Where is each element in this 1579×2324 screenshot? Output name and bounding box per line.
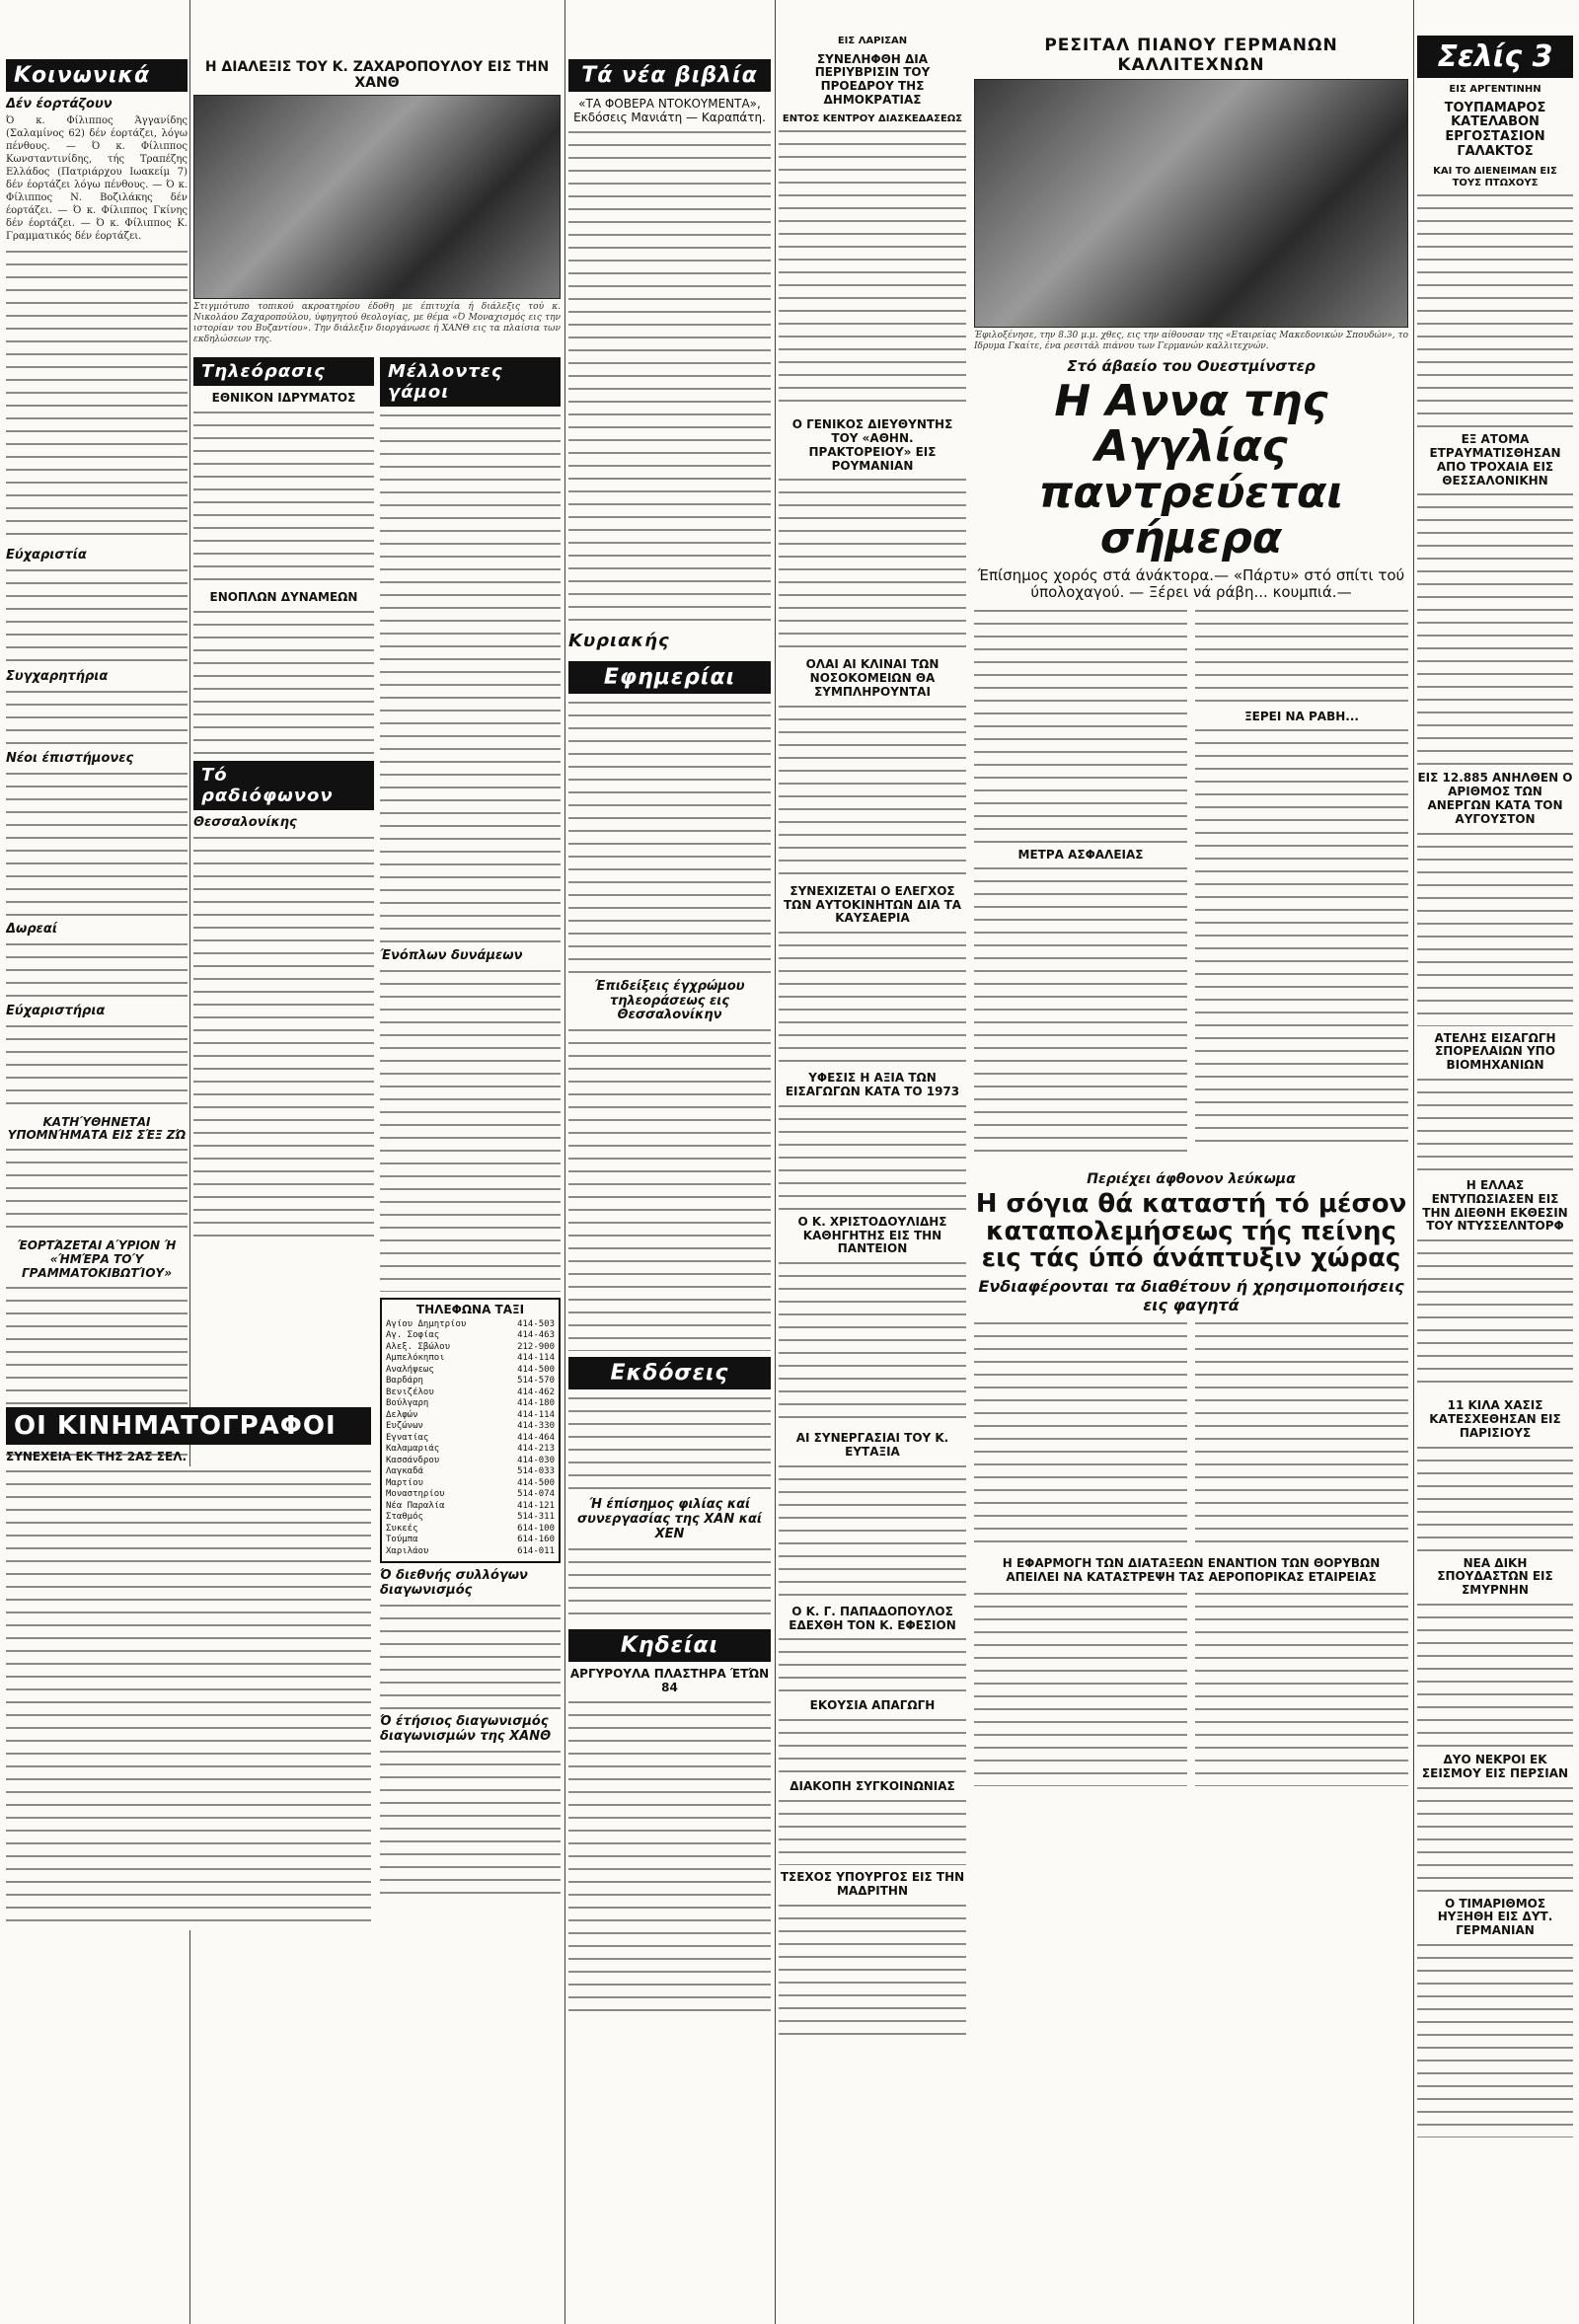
column-international bbox=[1417, 0, 1573, 2324]
text-block bbox=[380, 411, 561, 943]
text-block bbox=[1195, 1318, 1408, 1545]
taxi-phone-row bbox=[386, 1512, 555, 1524]
text-block bbox=[1417, 190, 1573, 427]
taxi-station-name: Βενιζέλου bbox=[386, 1387, 434, 1397]
papadopoulos-headline: Ο Κ. Γ. ΠΑΠΑΔΟΠΟΥΛΟΣ ΕΔΕΧΘΗ ΤΟΝ Κ. ΕΦΕΣΙΟΝ bbox=[789, 1604, 956, 1632]
taxi-station-phone: 514-570 bbox=[517, 1376, 555, 1387]
taxi-phone-row bbox=[386, 1524, 555, 1536]
text-block bbox=[568, 1544, 771, 1623]
anna-subheadline: Έπίσημος χορός στά άνάκτορα.— «Πάρτυ» στό σπίτι τού ύπολοχαγού. — Ξέρει νά ράβη... κουμπιά.— bbox=[977, 566, 1405, 602]
text-block bbox=[193, 607, 374, 755]
taxi-station-phone: 514-074 bbox=[517, 1489, 555, 1500]
larisa-tag: ΕΙΣ ΛΑΡΙΣΑΝ bbox=[837, 36, 908, 46]
dorea-heading: Δωρεαί bbox=[6, 921, 57, 937]
anna-headline: Η Αννα της Αγγλίας παντρεύεται σήμερα bbox=[1038, 376, 1344, 563]
efarmogi-headline: Η ΕΦΑΡΜΟΓΗ ΤΩΝ ΔΙΑΤΑΞΕΩΝ ΕΝΑΝΤΙΟΝ ΤΩΝ ΘΟΡΥΒΩΝ ΑΠΕΙΛΕΙ ΝΑ ΚΑΤΑΣΤΡΕΨΗ ΤΑΣ ΑΕΡΟΠΟΡΙΚΑΣ ΕΤΑΙΡΕΙΑΣ bbox=[1002, 1556, 1381, 1584]
taxi-phone-row bbox=[386, 1466, 555, 1478]
text-block bbox=[6, 939, 188, 999]
nekroi-headline: ΔΥΟ ΝΕΚΡΟΙ ΕΚ ΣΕΙΣΜΟΥ ΕΙΣ ΠΕΡΣΙΑΝ bbox=[1421, 1752, 1569, 1780]
text-block bbox=[568, 127, 771, 621]
taxi-phone-list bbox=[386, 1319, 555, 1558]
text-block bbox=[6, 769, 188, 917]
taxi-station-name: Σταθμός bbox=[386, 1512, 423, 1523]
text-block bbox=[6, 687, 188, 746]
elegxos-headline: ΣΥΝΕΧΙΖΕΤΑΙ Ο ΕΛΕΓΧΟΣ ΤΩΝ ΑΥΤΟΚΙΝΗΤΩΝ ΔΙΑ ΤΑ ΚΑΥΣΑΕΡΙΑ bbox=[783, 883, 962, 926]
christodoulidis-headline: Ο Κ. ΧΡΙΣΤΟΔΟΥΛΙΔΗΣ ΚΑΘΗΓΗΤΗΣ ΕΙΣ ΤΗΝ ΠΑΝΤΕΙΟΝ bbox=[797, 1214, 947, 1256]
taxi-station-name: Μοναστηρίου bbox=[386, 1489, 445, 1500]
taxi-station-phone: 614-100 bbox=[517, 1523, 555, 1534]
taxi-phone-row bbox=[386, 1478, 555, 1490]
taxi-phone-row bbox=[386, 1489, 555, 1501]
taxi-station-name: Αγ. Σοφίας bbox=[386, 1330, 440, 1341]
synergasiai-headline: ΑΙ ΣΥΝΕΡΓΑΣΙΑΙ ΤΟΥ Κ. ΕΥΤΑΞΙΑ bbox=[795, 1431, 949, 1459]
thessalonikis-heading: Θεσσαλονίκης bbox=[193, 814, 297, 830]
taxi-phone-row bbox=[386, 1456, 555, 1467]
text-block bbox=[568, 1697, 771, 2013]
taxi-station-phone: 414-030 bbox=[517, 1455, 555, 1465]
text-block bbox=[779, 1796, 966, 1865]
nosokomia-headline: ΟΛΑΙ ΑΙ ΚΛΙΝΑΙ ΤΩΝ ΝΟΣΟΚΟΜΕΙΩΝ ΘΑ ΣΥΜΠΛΗΡΟΥΝΤΑΙ bbox=[805, 657, 940, 699]
text-block bbox=[974, 863, 1187, 1160]
section-radiofonon: Τό ραδιόφωνον bbox=[193, 761, 374, 810]
text-block bbox=[1417, 1600, 1573, 1748]
diki-headline: ΝΕΑ ΔΙΚΗ ΣΠΟΥΔΑΣΤΩΝ ΕΙΣ ΣΜΥΡΝΗΝ bbox=[1437, 1555, 1553, 1598]
ypourgos-headline: ΤΣΕΧΟΣ ΥΠΟΥΡΓΟΣ ΕΙΣ ΤΗΝ ΜΑΔΡΙΤΗΝ bbox=[780, 1869, 965, 1898]
section-tileorasis: Τηλεόρασις bbox=[193, 357, 374, 386]
taxi-station-phone: 414-503 bbox=[517, 1318, 555, 1329]
taxi-station-name: Τούμπα bbox=[386, 1535, 418, 1545]
westminster-kicker: Στό άβαείο του Ουεστμίνστερ bbox=[1067, 357, 1316, 375]
lecture-photo-caption: Στιγμιότυπο τοπικού ακροατηρίου έδοθη με έπιτυχία ή διάλεξις τού κ. Νικολάου Ζαχαροπούλου, ύφηγητού θεολογίας, με θέμα «Ό Μοναχισμός εις την ιστορίαν του Βυζαντίου». Την διάλεξιν διοργάνωσε ή ΧΑΝΘ εις τα πλαίσια των εκδηλώσεων της. bbox=[193, 302, 561, 345]
text-block bbox=[779, 1101, 966, 1210]
column-main-news bbox=[779, 0, 1410, 2324]
enoplon2-heading: Ένόπλων δυνάμεων bbox=[380, 948, 523, 964]
taxi-phone-box bbox=[380, 1298, 561, 1563]
eucharistia-heading: Εύχαριστία bbox=[6, 547, 87, 562]
text-block bbox=[974, 606, 1187, 843]
meteria-heading: ΜΕΤΡΑ ΑΣΦΑΛΕΙΑΣ bbox=[1017, 847, 1144, 862]
atelis-headline: ΑΤΕΛΗΣ ΕΙΣΑΓΩΓΗ ΣΠΟΡΕΛΑΙΩΝ ΥΠΟ ΒΙΟΜΗΧΑΝΙΩΝ bbox=[1434, 1030, 1556, 1073]
taxi-phone-row bbox=[386, 1410, 555, 1422]
taxi-station-phone: 414-114 bbox=[517, 1353, 555, 1364]
epidexis-heading: Έπιδείξεις έγχρώμου τηλεοράσεως εις Θεσσαλονίκην bbox=[594, 978, 745, 1023]
taxi-station-name: Δελφών bbox=[386, 1409, 418, 1420]
text-block bbox=[1195, 1589, 1408, 1786]
recital-headline: ΡΕΣΙΤΑΛ ΠΙΑΝΟΥ ΓΕΡΜΑΝΩΝ ΚΑΛΛΙΤΕΧΝΩΝ bbox=[1044, 36, 1338, 75]
neoi-epistimones-heading: Νέοι έπιστήμονες bbox=[6, 750, 134, 766]
text-block bbox=[380, 1747, 561, 1895]
taxi-station-phone: 614-160 bbox=[517, 1535, 555, 1545]
kideia-name: ΑΡΓΥΡΟΥΛΑ ΠΛΑΣΤΗΡΑ ΈΤΏΝ 84 bbox=[569, 1667, 770, 1695]
taxi-phone-row bbox=[386, 1398, 555, 1410]
den-eortazoun-heading: Δέν έορτάζουν bbox=[6, 97, 113, 112]
taxi-phone-row bbox=[386, 1353, 555, 1365]
taxi-station-name: Μαρτίου bbox=[386, 1477, 423, 1488]
taxi-station-phone: 414-180 bbox=[517, 1398, 555, 1409]
enoplon-heading: ΕΝΟΠΛΩΝ ΔΥΝΑΜΕΩΝ bbox=[209, 589, 358, 604]
section-efimeriai: Εφημερίαι bbox=[568, 661, 771, 694]
kinimatografoi-sub: ΣΥΝΕΧΕΙΑ ΕΚ ΤΗΣ 2ΑΣ ΣΕΛ. bbox=[6, 1450, 188, 1463]
taxi-station-phone: 414-500 bbox=[517, 1364, 555, 1375]
taxi-phone-row bbox=[386, 1535, 555, 1546]
anergoi-headline: ΕΙΣ 12.885 ΑΝΗΛΘΕΝ Ο ΑΡΙΘΜΟΣ ΤΩΝ ΑΝΕΡΓΩΝ ΚΑΤΑ ΤΟΝ ΑΥΓΟΥΣΤΟΝ bbox=[1417, 771, 1573, 826]
taxi-station-name: Καλαμαριάς bbox=[386, 1444, 440, 1455]
taxi-phone-row bbox=[386, 1444, 555, 1456]
column-society bbox=[6, 0, 188, 2324]
text-block bbox=[779, 1258, 966, 1426]
ekdilosi-heading: Ή έπίσημος φιλίας καί συνεργασίας της ΧΑΝ καί ΧΕΝ bbox=[577, 1497, 762, 1542]
taxi-station-name: Λαγκαδά bbox=[386, 1466, 423, 1477]
taxi-station-name: Χαριλάου bbox=[386, 1545, 429, 1556]
text-block bbox=[779, 928, 966, 1066]
dianomai-heading: Ό διεθνής συλλόγων διαγωνισμός bbox=[380, 1568, 528, 1599]
text-block bbox=[974, 1589, 1187, 1786]
argentina-sub: ΚΑΙ ΤΟ ΔΙΕΝΕΙΜΑΝ ΕΙΣ ΤΟΥΣ ΠΤΩΧΟΥΣ bbox=[1433, 166, 1557, 188]
text-block bbox=[779, 126, 966, 412]
taxi-station-name: Συκεές bbox=[386, 1523, 418, 1534]
taxi-station-phone: 414-114 bbox=[517, 1409, 555, 1420]
taxi-station-name: Αγίου Δημητρίου bbox=[386, 1318, 467, 1329]
taxi-station-phone: 614-011 bbox=[517, 1545, 555, 1556]
text-block bbox=[6, 1145, 188, 1234]
katalogos-heading: ΚΑΤΗΎΘΗΝΕΤΑΙ ΥΠΟΜΝΉΜΑΤΑ ΕΙΣ ΣΈΞ ΖΏ bbox=[7, 1114, 187, 1143]
text-block bbox=[6, 1021, 188, 1110]
text-block bbox=[1417, 1075, 1573, 1173]
column-tv-radio bbox=[193, 0, 561, 2324]
argentina-tag: ΕΙΣ ΑΡΓΕΝΤΙΝΗΝ bbox=[1449, 84, 1541, 95]
taxi-phone-title: ΤΗΛΕΦΩΝΑ ΤΑΞΙ bbox=[415, 1303, 525, 1317]
text-block bbox=[6, 247, 188, 543]
taxi-station-name: Αμπελόκηποι bbox=[386, 1353, 445, 1364]
taxi-phone-row bbox=[386, 1421, 555, 1433]
text-block bbox=[193, 833, 374, 1247]
taxi-station-phone: 414-213 bbox=[517, 1444, 555, 1455]
recital-photo bbox=[974, 79, 1408, 328]
taxi-phone-row bbox=[386, 1546, 555, 1558]
synchariteria-heading: Συγχαρητήρια bbox=[6, 668, 109, 684]
eucharistiria-heading: Εύχαριστήρια bbox=[6, 1003, 106, 1018]
taxi-station-name: Αλεξ. Σβώλου bbox=[386, 1341, 451, 1352]
argentina-headline: ΤΟΥΠΑΜΑΡΟΣ ΚΑΤΕΛΑΒΟΝ ΕΡΓΟΣΤΑΣΙΟΝ ΓΑΛΑΚΤΟΣ bbox=[1444, 100, 1546, 160]
section-ta-nea-vivlia: Τά νέα βιβλία bbox=[568, 59, 771, 92]
diakopi-headline: ΔΙΑΚΟΠΗ ΣΥΓΚΟΙΝΩΝΙΑΣ bbox=[790, 1779, 955, 1794]
text-block bbox=[779, 1901, 966, 2039]
text-block bbox=[1417, 489, 1573, 766]
ellas-headline: Η ΕΛΛΑΣ ΕΝΤΥΠΩΣΙΑΣΕΝ ΕΙΣ ΤΗΝ ΔΙΕΘΝΗ ΕΚΘΕΣΙΝ ΤΟΥ ΝΤΥΣΣΕΛΝΤΟΡΦ bbox=[1422, 1178, 1568, 1234]
taxi-phone-row bbox=[386, 1319, 555, 1331]
text-block bbox=[1417, 1443, 1573, 1551]
soya-subheadline: Ενδιαφέρονται τα διαθέτουν ή χρησιμοποιήσεις εις φαγητά bbox=[978, 1277, 1404, 1314]
taxi-phone-row bbox=[386, 1365, 555, 1377]
album-tag: Περιέχει άφθονον λεύκωμα bbox=[1087, 1171, 1296, 1188]
taxi-station-phone: 414-463 bbox=[517, 1330, 555, 1341]
ethnikon-heading: ΕΘΝΙΚΟΝ ΙΔΡΥΜΑΤΟΣ bbox=[211, 391, 356, 406]
taxi-station-phone: 414-500 bbox=[517, 1477, 555, 1488]
text-block bbox=[568, 1025, 771, 1351]
yfesis-headline: ΥΦΕΣΙΣ Η ΑΞΙΑ ΤΩΝ ΕΙΣΑΓΩΓΩΝ ΚΑΤΑ ΤΟ 1973 bbox=[785, 1071, 960, 1098]
recital-caption: Έφιλοξένησε, την 8.30 μ.μ. χθες, εις την αίθουσαν της «Εταιρείας Μακεδονικών Σπουδών», το Ιδρυμα Γκαίτε, ένα ρεσιτάλ πιάνου των Γερμανών καλλιτεχνών. bbox=[974, 331, 1408, 351]
text-block bbox=[779, 702, 966, 879]
text-block bbox=[779, 1715, 966, 1774]
den-eortazoun-text: Ό κ. Φίλιππος Άγγανίδης (Σαλαμίνος 62) δέν έορτάζει, λόγω πένθους. — Ό κ. Φίλιππος Κωνσταντινίδης, τής Τραπέζης Ελλάδος (Πατριάρχου Ιωακείμ 7) δέν έορτάζει λόγω πένθους. — Ό κ. Φίλιππος Ν. Βοζιλάκης δέν έορτάζει. — Ό κ. Φίλιππος Γκίνης δέν έορτάζει. — Ό κ. Φίλιππος Κ. Γραμματικός δέν έορτάζει. bbox=[6, 114, 188, 242]
section-ekdoseis: Εκδόσεις bbox=[568, 1357, 771, 1389]
timarithmos-headline: Ο ΤΙΜΑΡΙΘΜΟΣ ΗΥΞΗΘΗ ΕΙΣ ΔΥΤ. ΓΕΡΜΑΝΙΑΝ bbox=[1437, 1896, 1553, 1938]
section-kideiai: Κηδείαι bbox=[568, 1629, 771, 1662]
text-block bbox=[779, 1634, 966, 1693]
taxi-station-name: Ευζώνων bbox=[386, 1421, 423, 1432]
taxi-station-phone: 414-464 bbox=[517, 1432, 555, 1443]
section-koinonika: Κοινωνικά bbox=[6, 59, 188, 92]
text-block bbox=[1417, 1783, 1573, 1892]
taxi-station-phone: 414-330 bbox=[517, 1421, 555, 1432]
text-block bbox=[380, 1601, 561, 1709]
taxi-station-phone: 514-033 bbox=[517, 1466, 555, 1477]
text-block bbox=[1195, 725, 1408, 1150]
larisa-headline: ΣΥΝΕΛΗΦΘΗ ΔΙΑ ΠΕΡΙΥΒΡΙΣΙΝ ΤΟΥ ΠΡΟΕΔΡΟΥ ΤΗΣ ΔΗΜΟΚΡΑΤΙΑΣ bbox=[814, 51, 931, 107]
section-kinimatografoi: ΟΙ ΚΙΝΗΜΑΤΟΓΡΑΦΟΙ bbox=[6, 1407, 371, 1445]
taxi-station-phone: 514-311 bbox=[517, 1512, 555, 1523]
book-title: «ΤΑ ΦΟΒΕΡΑ ΝΤΟΚΟΥΜΕΝΤΑ», Εκδόσεις Μανιάτη — Καραπάτη. bbox=[573, 97, 766, 124]
taxi-phone-row bbox=[386, 1342, 555, 1354]
soya-headline: Η σόγια θά καταστή τό μέσον καταπολεμήσεως τής πείνης εις τάς ύπό άνάπτυξιν χώρας bbox=[975, 1189, 1407, 1273]
zacharopoulos-headline: Η ΔΙΑΛΕΞΙΣ ΤΟΥ Κ. ΖΑΧΑΡΟΠΟΥΛΟΥ ΕΙΣ ΤΗΝ ΧΑΝΘ bbox=[204, 59, 550, 92]
section-mellontes: Μέλλοντες γάμοι bbox=[380, 357, 561, 407]
text-block bbox=[779, 1462, 966, 1600]
column-books bbox=[568, 0, 771, 2324]
section-kyriakis: Κυριακής bbox=[568, 630, 670, 651]
text-block bbox=[1417, 1236, 1573, 1393]
text-block bbox=[1195, 606, 1408, 705]
text-block bbox=[974, 1318, 1187, 1545]
xasis-headline: 11 ΚΙΛΑ ΧΑΣΙΣ ΚΑΤΕΣΧΕΘΗΣΑΝ ΕΙΣ ΠΑΡΙΣΙΟΥΣ bbox=[1429, 1398, 1561, 1440]
text-block bbox=[6, 565, 188, 664]
taxi-station-name: Νέα Παραλία bbox=[386, 1500, 445, 1511]
taxi-station-name: Βούλγαρη bbox=[386, 1398, 429, 1409]
larisa-sub: ΕΝΤΟΣ ΚΕΝΤΡΟΥ ΔΙΑΣΚΕΔΑΣΕΩΣ bbox=[782, 112, 963, 124]
text-block bbox=[193, 408, 374, 585]
text-block bbox=[568, 1393, 771, 1492]
page-number-badge: Σελίς 3 bbox=[1417, 36, 1573, 78]
taxi-station-name: Εγνατίας bbox=[386, 1432, 429, 1443]
dianomai2-heading: Ό έτήσιος διαγωνισμός διαγωνισμών της ΧΑΝΘ bbox=[380, 1714, 552, 1745]
text-block bbox=[380, 966, 561, 1292]
taxi-phone-row bbox=[386, 1501, 555, 1513]
taxi-station-phone: 414-121 bbox=[517, 1500, 555, 1511]
taxi-station-phone: 414-462 bbox=[517, 1387, 555, 1397]
text-block bbox=[568, 698, 771, 974]
taxi-station-phone: 212-900 bbox=[517, 1341, 555, 1352]
taxi-phone-row bbox=[386, 1376, 555, 1387]
text-block bbox=[779, 475, 966, 652]
ekousia-headline: ΕΚΟΥΣΙΑ ΑΠΑΓΩΓΗ bbox=[809, 1698, 936, 1713]
text-block bbox=[1417, 829, 1573, 1026]
eortazetai-heading: ΈΟΡΤΆΖΕΤΑΙ ΑΎΡΙΟΝ Ή «ΉΜΈΡΑ ΤΟΎ ΓΡΑΜΜΑΤΟΚΙΒΩΤΊΟΥ» bbox=[17, 1238, 177, 1280]
taxi-phone-row bbox=[386, 1387, 555, 1399]
trochaia-headline: ΕΞ ΑΤΟΜΑ ΕΤΡΑΥΜΑΤΙΣΘΗΣΑΝ ΑΠΟ ΤΡΟΧΑΙΑ ΕΙΣ ΘΕΣΣΑΛΟΝΙΚΗΝ bbox=[1429, 432, 1561, 487]
director-headline: Ο ΓΕΝΙΚΟΣ ΔΙΕΥΘΥΝΤΗΣ ΤΟΥ «ΑΘΗΝ. ΠΡΑΚΤΟΡΕΙΟΥ» ΕΙΣ ΡΟΥΜΑΝΙΑΝ bbox=[791, 417, 953, 473]
taxi-phone-row bbox=[386, 1433, 555, 1445]
taxi-phone-row bbox=[386, 1330, 555, 1342]
text-block bbox=[1417, 1940, 1573, 2137]
taxi-station-name: Κασσάνδρου bbox=[386, 1455, 440, 1465]
xereinaravi-heading: ΞΕΡΕΙ ΝΑ ΡΑΒΗ... bbox=[1244, 709, 1359, 723]
lecture-photo bbox=[193, 95, 561, 299]
taxi-station-name: Αναλήψεως bbox=[386, 1364, 434, 1375]
taxi-station-name: Βαρδάρη bbox=[386, 1376, 423, 1387]
